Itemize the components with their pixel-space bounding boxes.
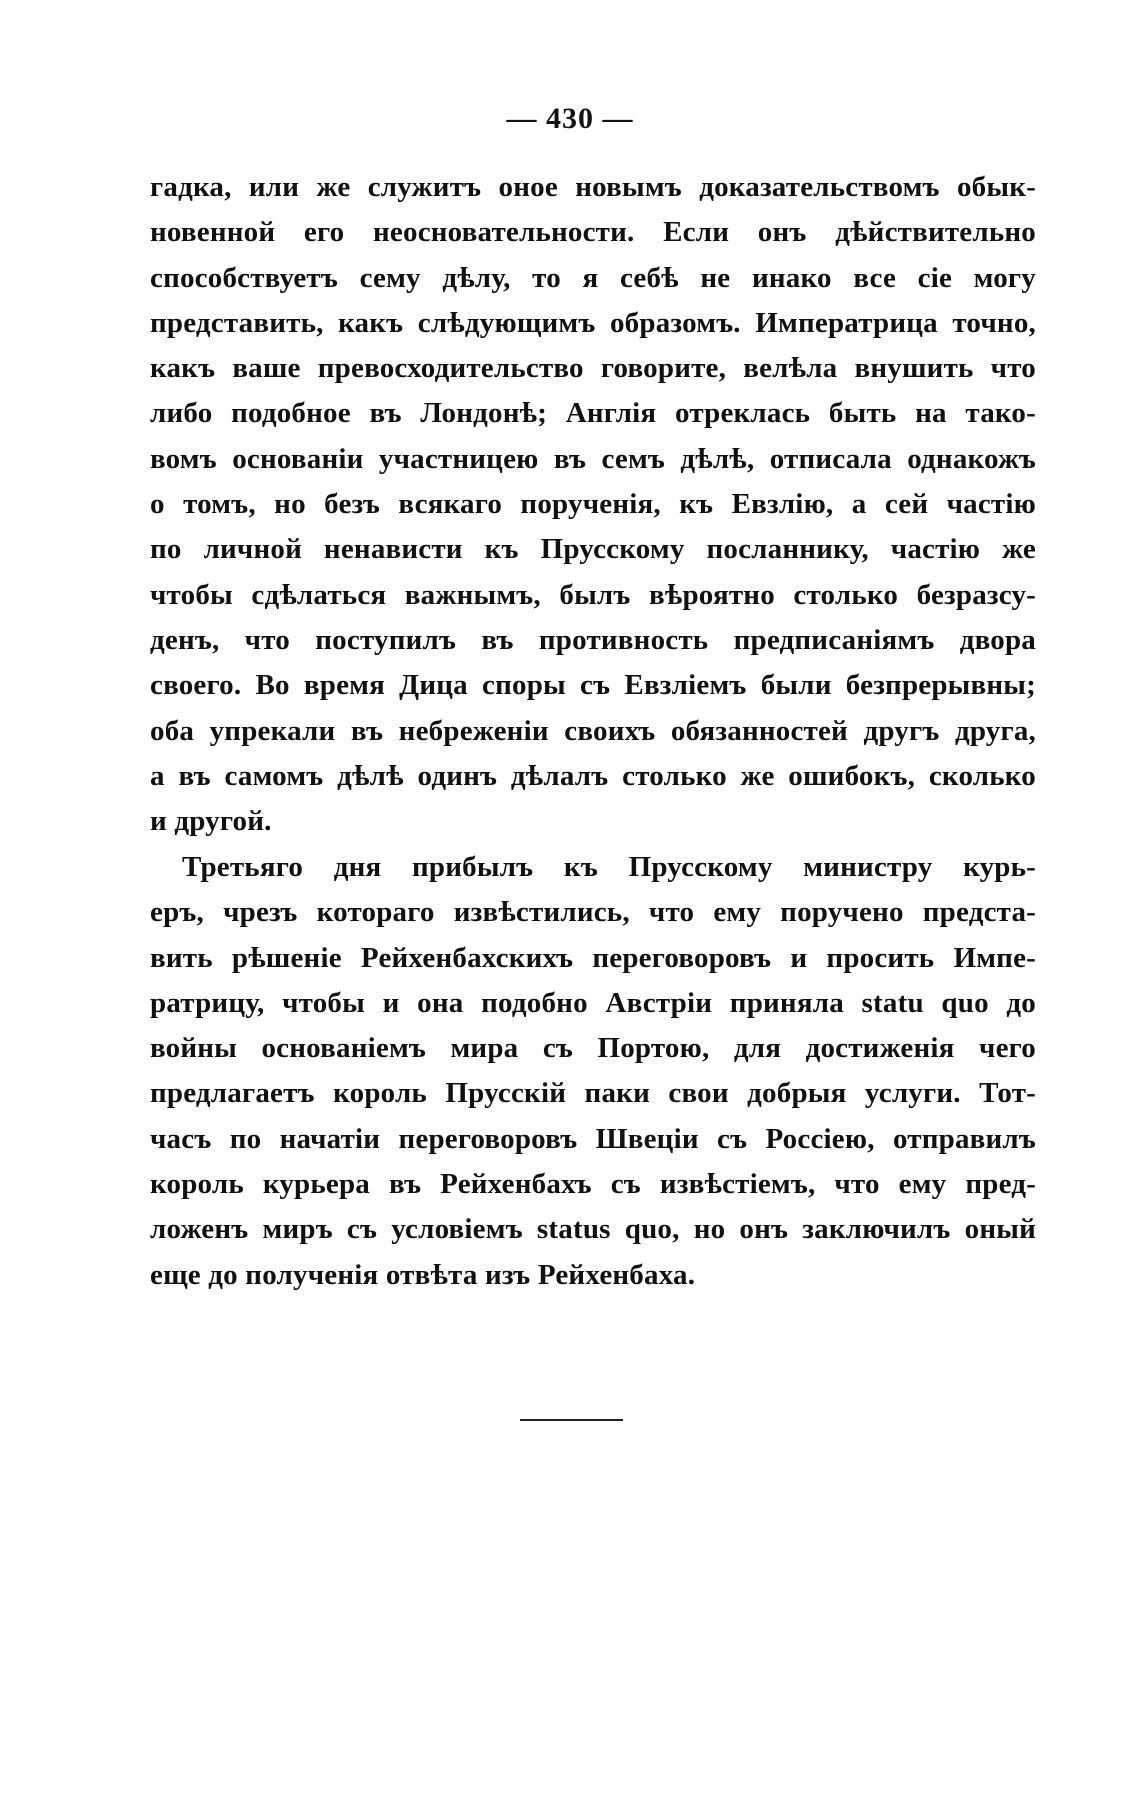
- end-rule: [520, 1419, 623, 1421]
- paragraph-2: [150, 845, 1036, 1298]
- text-line: еще до полученія отвѣта изъ Рейхенбаха.: [150, 1258, 696, 1291]
- text-line: своего. Во время Дица споры съ Евзліемъ были безпрерывны;: [150, 669, 1036, 702]
- text-line: гадка, или же служитъ оное новымъ доказательствомъ обык-: [150, 171, 1036, 203]
- text-line: способствуетъ сему дѣлу, то я себѣ не инако все сіе могу: [150, 261, 1036, 294]
- page-number: — 430 —: [506, 102, 634, 135]
- text-line: вомъ основаніи участницею въ семъ дѣлѣ, отписала однакожъ: [150, 442, 1036, 475]
- text-line: вить рѣшеніе Рейхенбахскихъ переговоровъ и просить Импе-: [150, 941, 1036, 974]
- text-line: а въ самомъ дѣлѣ одинъ дѣлалъ столько же ошибокъ, сколько: [150, 759, 1036, 792]
- text-line: Третьяго дня прибылъ къ Прусскому министру курь-: [182, 851, 1036, 883]
- text-line: и другой.: [150, 805, 272, 838]
- text-line: король курьера въ Рейхенбахъ съ извѣстіемъ, что ему пред-: [150, 1168, 1036, 1201]
- text-line: представить, какъ слѣдующимъ образомъ. Императрица точно,: [150, 306, 1036, 339]
- text-line: часъ по начатіи переговоровъ Швеціи съ Россіею, отправилъ: [150, 1122, 1036, 1155]
- text-line: денъ, что поступилъ въ противность предписаніямъ двора: [150, 623, 1036, 656]
- text-line: еръ, чрезъ котораго извѣстились, что ему поручено предста-: [150, 896, 1036, 929]
- text-line: ратрицу, чтобы и она подобно Австріи приняла statu quo до: [150, 986, 1036, 1019]
- text-line: ложенъ миръ съ условіемъ status quo, но онъ заключилъ оный: [150, 1213, 1036, 1246]
- text-line: о томъ, но безъ всякаго порученія, къ Евзлію, а сей частію: [150, 488, 1036, 521]
- text-line: оба упрекали въ небреженіи своихъ обязанностей другъ друга,: [150, 714, 1036, 747]
- text-line: либо подобное въ Лондонѣ; Англія отреклась быть на тако-: [150, 397, 1036, 430]
- text-line: чтобы сдѣлаться важнымъ, былъ вѣроятно столько безразсу-: [150, 578, 1036, 611]
- text-line: предлагаетъ король Прусскій паки свои добрыя услуги. Тот-: [150, 1077, 1036, 1110]
- text-line: по личной ненависти къ Прусскому посланнику, частію же: [150, 533, 1036, 566]
- text-line: новенной его неосновательности. Если онъ дѣйствительно: [150, 216, 1036, 249]
- text-line: войны основаніемъ мира съ Портою, для достиженія чего: [150, 1032, 1036, 1065]
- text-line: какъ ваше превосходительство говорите, велѣла внушить что: [150, 352, 1036, 385]
- paragraph-1: [150, 165, 1036, 844]
